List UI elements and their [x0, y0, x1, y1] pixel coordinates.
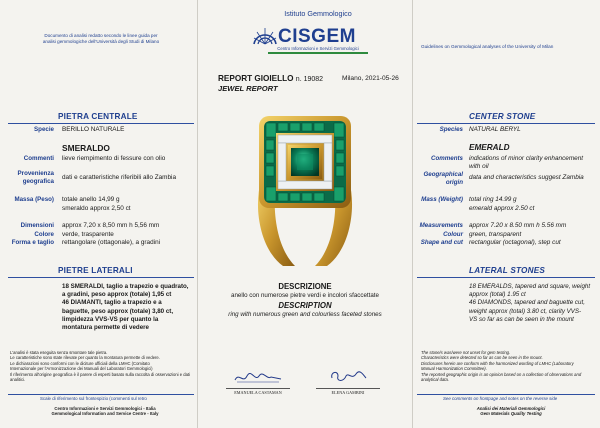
report-title — [218, 74, 323, 83]
right-value-origin: data and characteristics suggest Zambia — [469, 174, 584, 181]
description-italian: anello con numerose pietre verdi e incolori sfaccettate — [231, 292, 379, 299]
left-section-rule — [8, 123, 194, 124]
cisgem-logo-icon — [252, 24, 278, 46]
signature-left — [233, 370, 283, 386]
right-disclaimer-line: The reported geographic origin is an opinion based on a collection of observations and — [421, 371, 582, 377]
left-disclaimer-line: L'analisi è stata eseguita senza smontare tale pietra. — [10, 350, 108, 355]
left-panel — [0, 0, 197, 428]
right-label-mass: Mass (Weight) — [421, 196, 463, 203]
right-lateral-line: weight approx (total) 3.80 ct, clarity VVS- — [469, 307, 582, 315]
left-footer-note: Scale di riferimento sul frontespizio (commenti sul retro — [40, 396, 147, 401]
description-title-en: DESCRIPTION — [278, 301, 332, 310]
right-value-mass — [469, 196, 534, 213]
left-value-massa-1: totale anello 14,99 g — [62, 196, 120, 203]
report-label: REPORT GIOIELLO — [218, 74, 294, 83]
right-lateral-line: 18 EMERALDS, tapered and square, weight — [469, 283, 591, 290]
right-value-measurements: approx 7.20 x 8.50 mm h 5.56 mm — [469, 222, 567, 229]
brand-wordmark: CISGEM — [278, 26, 356, 47]
institute-name: Istituto Gemmologico — [284, 9, 352, 18]
left-label-provenienza-2: geografica — [22, 177, 54, 185]
left-intro-line2: analisi gemmologiche dell'Università degli Studi di Milano — [42, 39, 160, 44]
right-value-shape: rectangular (octagonal), step cut — [469, 239, 561, 247]
left-value-specie: BERILLO NATURALE — [62, 126, 125, 133]
right-variety: EMERALD — [469, 143, 510, 152]
right-footer-note: See comments on frontpage and notes on the reverse side — [443, 396, 558, 401]
left-labels-dims — [4, 222, 54, 248]
left-lateral-line: a gradini, peso approx (totale) 1,95 ct — [62, 291, 172, 299]
description-title: DESCRIZIONE — [278, 282, 332, 291]
left-lateral-line: limpidezza VVS-VS per quanto la — [62, 315, 159, 323]
right-value-comments — [469, 155, 595, 170]
description-english: ring with numerous green and colourless faceted stones — [228, 311, 382, 318]
left-value-massa-2: smeraldo approx 2,50 ct — [62, 204, 131, 212]
right-intro: Guidelines on Gemmological analyses of the University of Milan — [421, 44, 554, 49]
right-label-origin-1: Geographical — [423, 171, 463, 178]
left-label-provenienza-1: Provenienza — [17, 170, 54, 177]
right-value-mass-1: total ring 14.99 g — [469, 196, 517, 203]
left-disclaimer-line: Il riferimento all'origine geografica è il parere di esperti basato sulla raccolta di osservazioni e dati analitici. — [10, 371, 191, 383]
left-value-commenti: lieve riempimento di fessure con olio — [62, 155, 166, 162]
left-value-colore: verde, trasparente — [62, 230, 114, 238]
left-lateral-line: baguette, peso approx (totale) 3,80 ct, — [62, 307, 174, 315]
right-label-species: Species — [439, 126, 463, 133]
right-value-species: NATURAL BERYL — [469, 126, 521, 133]
left-footer-org — [20, 406, 190, 417]
left-disclaimer-line: Internazionale per l'Armonizzazione dei Manuali del Laboratori Gemmologici) — [10, 366, 153, 372]
right-disclaimer — [421, 350, 597, 382]
ring-photo — [253, 110, 357, 270]
left-label-specie: Specie — [34, 126, 54, 133]
right-footer-rule — [417, 394, 595, 395]
right-disclaimer-line: Characteristics were detected so far as can be seen in the mount. — [421, 355, 543, 361]
center-panel — [198, 0, 412, 428]
left-footer-org-1: Centro Informazioni e Servizi Gemmologici - Italia — [54, 406, 156, 411]
left-section-rule-2 — [8, 277, 194, 278]
left-lateral-line: montatura permette di vedere — [62, 324, 149, 332]
right-lateral-text — [469, 283, 597, 324]
left-disclaimer-line: Le caratteristiche sono state rilevate per quanto la montatura permette di vedere. — [10, 355, 160, 361]
right-lateral-line: 46 DIAMONDS, tapered and baguette cut, — [469, 299, 585, 307]
right-label-origin — [413, 171, 463, 186]
right-value-comments-1: indications of minor clarity enhancement — [469, 155, 584, 162]
left-value-provenienza: dati e caratteristiche riferibili allo Zambia — [62, 174, 177, 181]
right-label-comments: Comments — [431, 155, 463, 162]
right-disclaimer-line: The stone/s was/were not unset for gem testing. — [421, 350, 511, 355]
right-lateral-line: approx (total) 1.95 ct — [469, 291, 526, 299]
left-value-massa — [62, 196, 131, 213]
right-footer-org — [433, 406, 589, 417]
left-disclaimer — [10, 350, 193, 382]
right-disclaimer-line: Disclosures herein are conform with the harmonized wording of LMHC (Laboratory — [421, 360, 574, 366]
left-label-dimensioni: Dimensioni — [20, 222, 54, 229]
right-section-rule — [417, 123, 595, 124]
right-value-colour: green, transparent — [469, 230, 522, 238]
right-label-shape: Shape and cut — [420, 239, 463, 247]
right-value-comments-2: with oil — [469, 162, 489, 170]
left-section-title-laterali: PIETRE LATERALI — [58, 266, 133, 275]
signature-right — [328, 368, 368, 386]
left-label-massa: Massa (Peso) — [14, 196, 54, 203]
right-label-colour: Colour — [443, 230, 463, 238]
brand-subtitle: Centro Informazioni e Servizi Gemmologici — [277, 46, 359, 51]
left-value-forma: rettangolare (ottagonale), a gradini — [62, 239, 161, 247]
right-section-rule-2 — [417, 277, 595, 278]
report-label-en: JEWEL REPORT — [218, 84, 278, 93]
left-label-colore: Colore — [34, 230, 54, 238]
right-section-title-center: CENTER STONE — [469, 112, 536, 121]
report-date: Milano, 2021-05-26 — [342, 75, 399, 82]
right-panel — [413, 0, 600, 428]
left-footer-rule — [8, 394, 194, 395]
right-disclaimer-line: Manual Harmonization Committee). — [421, 366, 487, 372]
report-number: n. 19082 — [295, 76, 324, 83]
right-value-mass-2: emerald approx 2.50 ct — [469, 204, 535, 212]
left-section-title-centrale: PIETRA CENTRALE — [58, 112, 138, 121]
left-values-dims — [62, 222, 160, 248]
right-labels-dims — [413, 222, 463, 248]
left-intro-line1: Documento di analisi redatto secondo le linee guida per — [44, 33, 158, 38]
signer-left-name: EMANUELA CASTAMAN — [234, 390, 282, 395]
right-label-origin-2: origin — [445, 178, 463, 186]
signer-right-name: ELENA GAMBINI — [331, 390, 365, 395]
right-footer-org-2: Gem Materials Quality Testing — [480, 411, 542, 417]
right-label-measurements: Measurements — [419, 222, 463, 229]
left-label-provenienza — [4, 170, 54, 185]
left-lateral-line: 46 DIAMANTI, taglio a trapezio e a — [62, 299, 162, 307]
left-footer-org-2: Gemmological Information and Service Centre - Italy — [51, 411, 159, 417]
left-intro — [10, 33, 192, 45]
signature-line-right — [316, 388, 380, 389]
left-lateral-text — [62, 283, 194, 332]
right-section-title-lateral: LATERAL STONES — [469, 266, 546, 275]
right-disclaimer-line: analytical data. — [421, 377, 449, 383]
right-values-dims — [469, 222, 566, 248]
right-lateral-line: VS so far as can be seen in the mount — [469, 315, 574, 323]
signature-line-left — [226, 388, 290, 389]
left-lateral-line: 18 SMERALDI, taglio a trapezio e quadrato, — [62, 283, 189, 290]
left-disclaimer-line: Le dichiarazioni sono conformi con le diciture ufficiali della LMHC (Comitato — [10, 360, 150, 366]
brand-flag-green — [268, 52, 368, 54]
left-label-forma: Forma e taglio — [11, 239, 54, 247]
left-variety: SMERALDO — [62, 143, 110, 153]
left-label-commenti: Commenti — [23, 155, 54, 162]
right-footer-org-1: Analisi dei Materiali Gemmologici — [476, 406, 546, 411]
left-value-dimensioni: approx 7,20 x 8,50 mm h 5,56 mm — [62, 222, 160, 229]
